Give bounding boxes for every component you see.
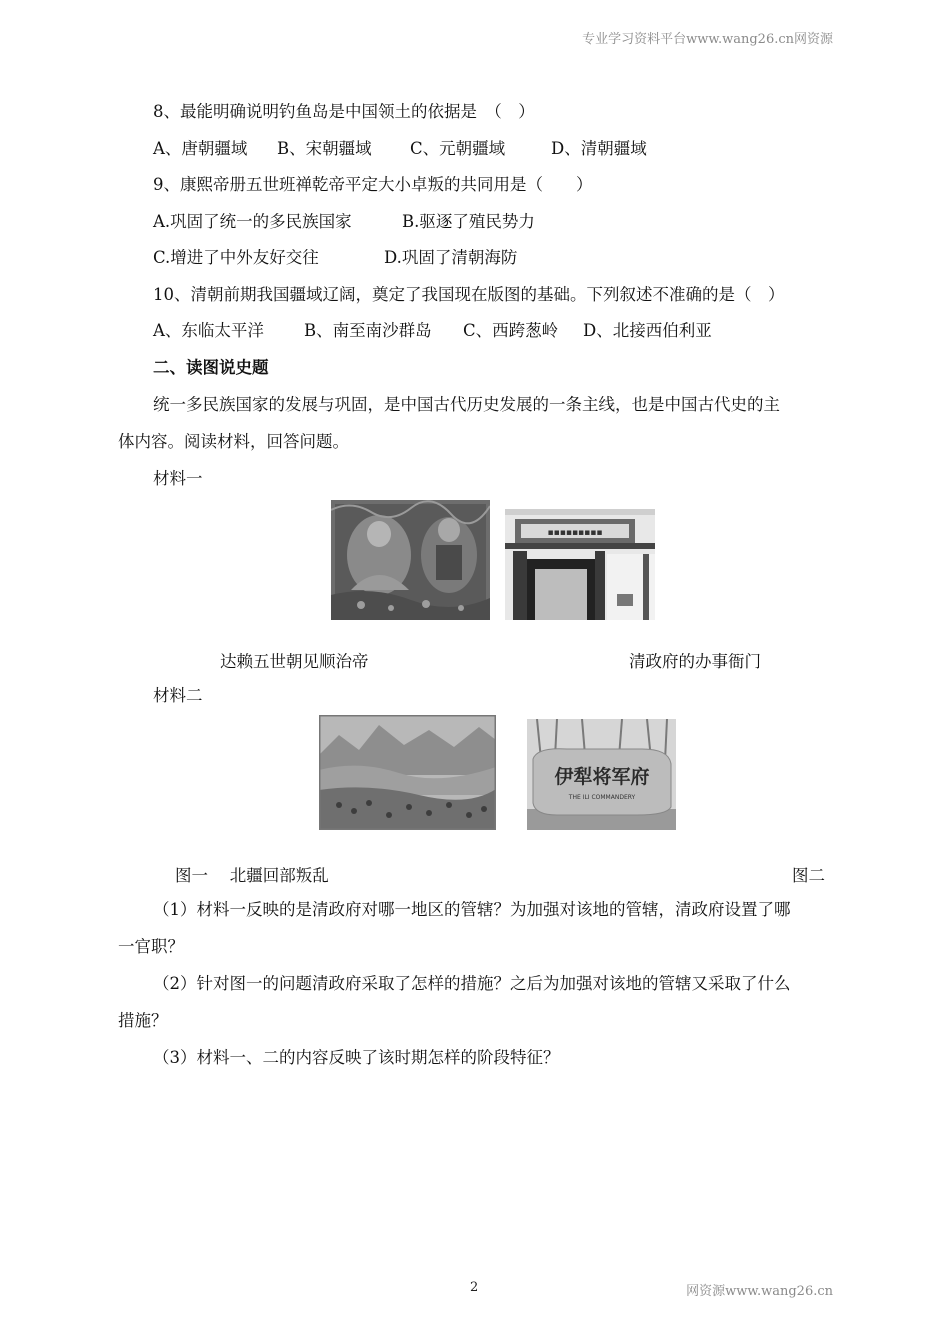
question-10-stem: 10、清朝前期我国疆域辽阔，奠定了我国现在版图的基础。下列叙述不准确的是（ ） (153, 285, 785, 304)
question-9-option-b: B.驱逐了殖民势力 (402, 212, 535, 231)
question-10-option-a: A、东临太平洋 (153, 321, 264, 340)
section-2-intro-line-1: 统一多民族国家的发展与巩固，是中国古代历史发展的一条主线，也是中国古代史的主 (153, 395, 780, 414)
stone-inscription-english: THE ILI COMMANDERY (568, 794, 636, 801)
question-8-option-c: C、元朝疆域 (410, 139, 506, 158)
stone-inscription: 伊犁将军府 (554, 766, 650, 788)
question-9-option-a: A.巩固了统一的多民族国家 (153, 212, 352, 231)
sub-question-1-line-1: （1）材料一反映的是清政府对哪一地区的管辖？为加强对该地的管辖，清政府设置了哪 (153, 900, 791, 919)
question-9-option-d: D.巩固了清朝海防 (384, 248, 518, 267)
question-8-stem: 8、最能明确说明钓鱼岛是中国领土的依据是 （ ） (153, 102, 535, 121)
page-header-site: 专业学习资料平台www.wang26.cn网资源 (582, 32, 833, 47)
sub-question-2-line-1: （2）针对图一的问题清政府采取了怎样的措施？之后为加强对该地的管辖又采取了什么 (153, 974, 791, 993)
sub-question-1-line-2: 一官职？ (118, 937, 184, 956)
svg-text:▪▪▪▪▪▪▪▪▪: ▪▪▪▪▪▪▪▪▪ (547, 528, 603, 538)
question-9-option-c: C.增进了中外友好交往 (153, 248, 319, 267)
qing-office-gate-image (505, 509, 655, 620)
material-2-caption-left: 图一 北疆回部叛乱 (175, 866, 329, 885)
northern-rebellion-painting-image (319, 715, 496, 830)
footer-site: 网资源www.wang26.cn (686, 1284, 833, 1299)
section-2-intro-line-2: 体内容。阅读材料，回答问题。 (118, 432, 349, 451)
sub-question-2-line-2: 措施？ (118, 1011, 168, 1030)
question-8-option-d: D、清朝疆域 (551, 139, 647, 158)
material-1-label: 材料一 (153, 469, 203, 488)
material-2-label: 材料二 (153, 686, 203, 705)
question-8-option-b: B、宋朝疆域 (277, 139, 372, 158)
material-1-caption-right: 清政府的办事衙门 (629, 652, 761, 671)
question-8-option-a: A、唐朝疆域 (153, 139, 248, 158)
ili-commandery-stone-image (527, 719, 676, 830)
page-number: 2 (470, 1280, 479, 1295)
question-10-option-c: C、西跨葱岭 (463, 321, 559, 340)
sub-question-3: （3）材料一、二的内容反映了该时期怎样的阶段特征？ (153, 1048, 560, 1067)
question-10-option-d: D、北接西伯利亚 (583, 321, 712, 340)
section-2-title: 二、读图说史题 (153, 358, 269, 377)
material-2-caption-right: 图二 (792, 866, 825, 885)
question-9-stem: 9、康熙帝册五世班禅乾帝平定大小卓叛的共同用是（ ） (153, 175, 593, 194)
dalai-lama-painting-image (331, 500, 490, 620)
question-10-option-b: B、南至南沙群岛 (304, 321, 432, 340)
material-1-caption-left: 达赖五世朝见顺治帝 (220, 652, 369, 671)
